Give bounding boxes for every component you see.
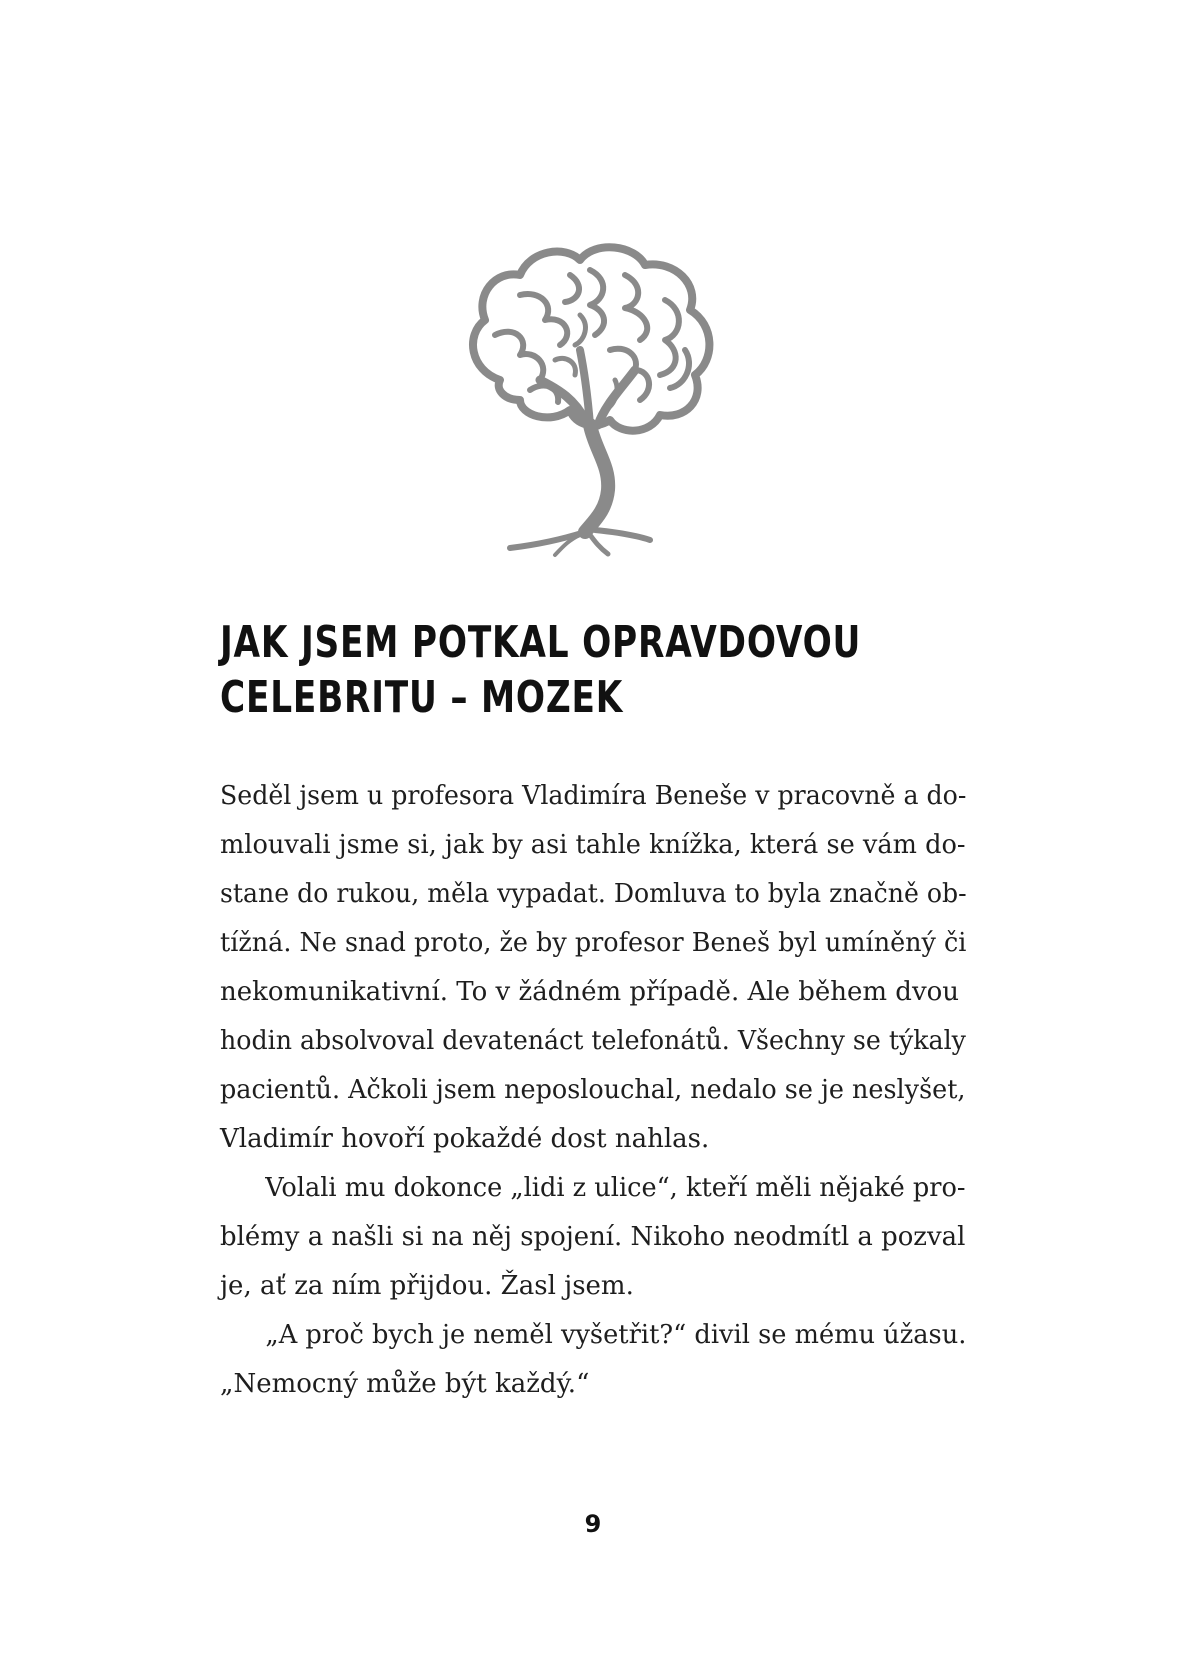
body-line: Volali mu dokonce „lidi z ulice“, kteří měli nějaké pro-	[265, 1173, 966, 1203]
body-line: Vladimír hovoří pokaždé dost nahlas.	[220, 1124, 710, 1154]
chapter-title-line-1: JAK JSEM POTKAL OPRAVDOVOU	[220, 617, 862, 668]
body-line: stane do rukou, měla vypadat. Domluva to byla značně ob-	[220, 879, 967, 909]
body-line: nekomunikativní. To v žádném případě. Ale během dvou	[220, 977, 960, 1007]
body-line: blémy a našli si na něj spojení. Nikoho neodmítl a pozval	[220, 1222, 966, 1252]
page-number: 9	[584, 1510, 602, 1538]
body-text	[220, 772, 966, 1409]
body-line: hodin absolvoval devatenáct telefonátů. Všechny se týkaly	[220, 1026, 966, 1056]
chapter-title	[220, 615, 862, 725]
body-line: mlouvali jsme si, jak by asi tahle knížka, která se vám do-	[220, 830, 966, 860]
body-line: „Nemocný může být každý.“	[220, 1369, 590, 1399]
brain-tree-icon	[460, 240, 720, 560]
body-line: je, ať za ním přijdou. Žasl jsem.	[220, 1271, 634, 1301]
chapter-title-line-2: CELEBRITU – MOZEK	[220, 672, 624, 723]
body-line: tížná. Ne snad proto, že by profesor Beneš byl umíněný či	[220, 928, 967, 958]
body-line: pacientů. Ačkoli jsem neposlouchal, nedalo se je neslyšet,	[220, 1075, 966, 1105]
body-line: Seděl jsem u profesora Vladimíra Beneše v pracovně a do-	[220, 781, 967, 811]
body-line: „A proč bych je neměl vyšetřit?“ divil se mému úžasu.	[265, 1320, 967, 1350]
